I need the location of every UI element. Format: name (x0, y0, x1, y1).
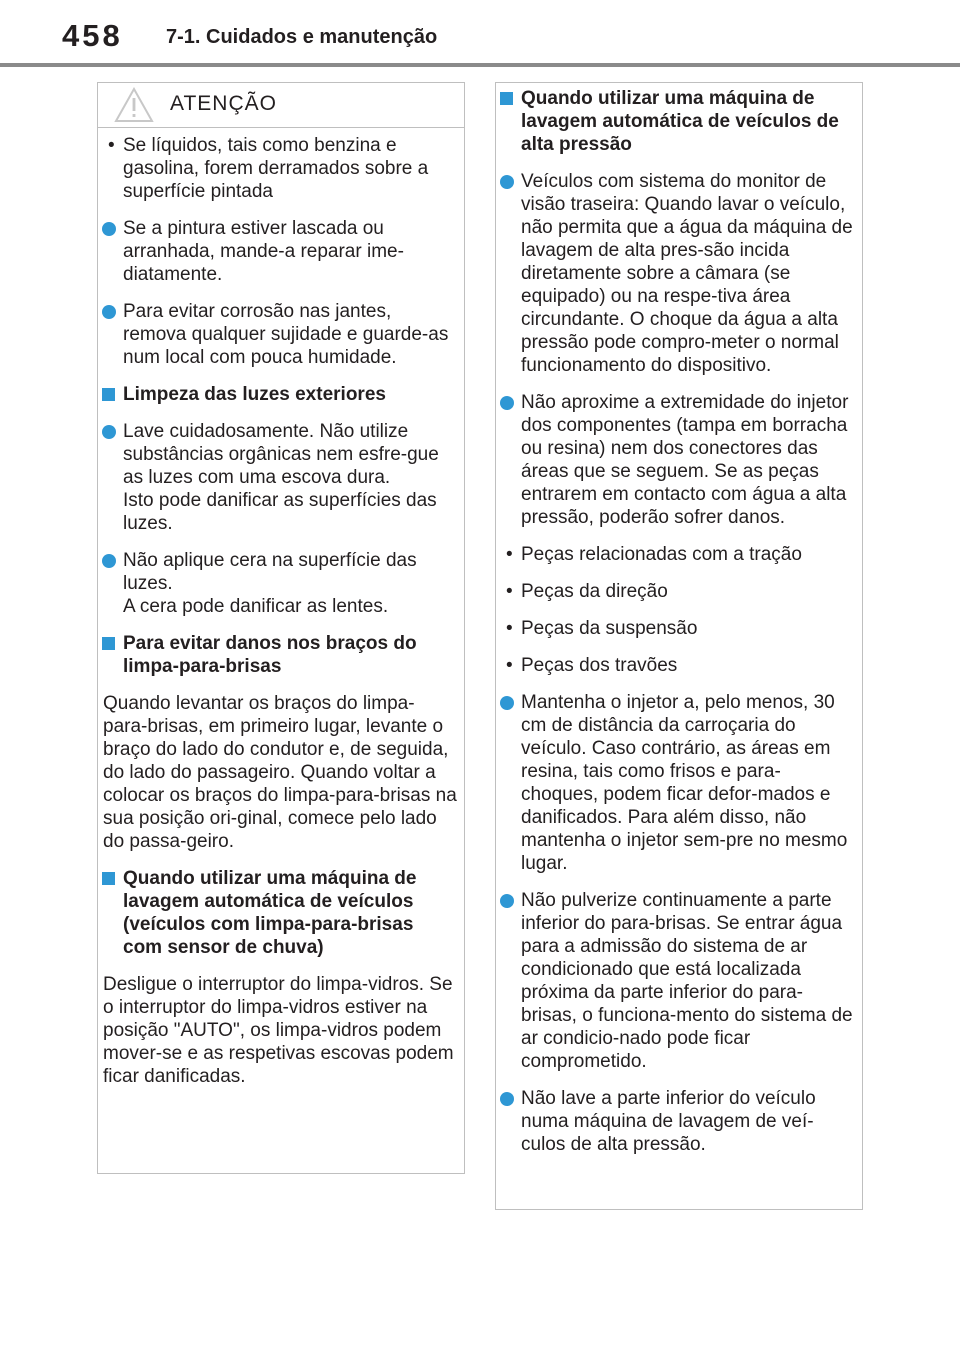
circle-bullet-icon (500, 175, 514, 189)
bullet-item (98, 134, 464, 203)
section-heading (98, 383, 464, 406)
item-text: Para evitar danos nos braços do limpa-para-brisas (123, 633, 417, 677)
page-number: 458 (62, 18, 123, 53)
circle-bullet-icon (102, 305, 116, 319)
item-text: Quando utilizar uma máquina de lavagem automática de veículos de alta pressão (521, 88, 839, 155)
warning-header (98, 83, 464, 128)
bullet-item (496, 654, 862, 677)
bullet-icon: • (506, 655, 513, 676)
item-text: Limpeza das luzes exteriores (123, 384, 386, 405)
warning-triangle-icon (114, 87, 154, 123)
bullet-item (496, 617, 862, 640)
item-text: Mantenha o injetor a, pelo menos, 30 cm de distância da carroçaria do veículo. Caso contrário, as áreas em resina, tais como frisos e para-choques, podem ficar defor-mados e danificados. Para além disso, não mantenha o injetor sem-pre no mesmo lugar. (521, 692, 848, 874)
circle-bullet-icon (500, 396, 514, 410)
warning-content (98, 128, 464, 1088)
paragraph: Quando levantar os braços do limpa-para-brisas, em primeiro lugar, levante o braço do lado do condutor e, de seguida, do lado do passageiro. Quando voltar a colocar os braços do limpa-para-brisas na sua posição ori-ginal, comece pelo lado do passa-geiro. (103, 693, 457, 852)
square-bullet-icon (102, 872, 115, 885)
item-text: Se líquidos, tais como benzina e gasolina, forem derramados sobre a superfície pintada (123, 135, 429, 202)
square-bullet-icon (102, 388, 115, 401)
item-text: Não lave a parte inferior do veículo numa máquina de lavagem de veí-culos de alta pressão. (521, 1088, 816, 1155)
header-rule (0, 63, 960, 67)
bullet-icon: • (108, 135, 115, 156)
circle-bullet-icon (500, 696, 514, 710)
circle-item (496, 1087, 862, 1156)
item-text: Peças relacionadas com a tração (521, 544, 802, 565)
item-text: Quando utilizar uma máquina de lavagem automática de veículos (veículos com limpa-para-brisas com sensor de chuva) (123, 868, 417, 958)
warning-title: ATENÇÃO (170, 92, 277, 115)
info-box (495, 82, 863, 1210)
item-text: Para evitar corrosão nas jantes, remova qualquer sujidade e guarde-as num local com pouca humidade. (123, 301, 449, 368)
circle-item (496, 391, 862, 529)
circle-item (98, 300, 464, 369)
square-bullet-icon (102, 637, 115, 650)
item-text: Peças dos travões (521, 655, 678, 676)
circle-bullet-icon (500, 894, 514, 908)
section-heading (98, 632, 464, 678)
circle-bullet-icon (102, 554, 116, 568)
bullet-item (496, 543, 862, 566)
square-bullet-icon (500, 92, 513, 105)
section-title: 7-1. Cuidados e manutenção (166, 26, 438, 48)
bullet-icon: • (506, 618, 513, 639)
page-header (0, 0, 960, 68)
item-text: Veículos com sistema do monitor de visão traseira: Quando lavar o veículo, não permita que a água da máquina de lavagem de alta pres-são incida diretamente sobre a câmara (se equipado) ou na respe-tiva área circundante. O choque da água a alta pressão pode compro-meter o normal funcionamento do dispositivo. (521, 171, 853, 376)
item-text: Não aproxime a extremidade do injetor dos componentes (tampa em borracha ou resina) nem dos conectores das áreas que se seguem. Se as peças entrarem em contacto com água a alta pressão, poderão sofrer danos. (521, 392, 849, 528)
circle-bullet-icon (102, 222, 116, 236)
circle-item (98, 420, 464, 535)
circle-item (98, 217, 464, 286)
circle-item (496, 691, 862, 875)
section-heading (98, 867, 464, 959)
circle-item (496, 170, 862, 377)
circle-item (98, 549, 464, 618)
circle-bullet-icon (102, 425, 116, 439)
warning-box (97, 82, 465, 1174)
item-text: Se a pintura estiver lascada ou arranhada, mande-a reparar ime-diatamente. (123, 218, 404, 285)
item-text: Peças da direção (521, 581, 668, 602)
item-text: Não pulverize continuamente a parte inferior do para-brisas. Se entrar água para a admissão do sistema de ar condicionado que está localizada próxima da parte inferior do para-brisas, o funciona-mento do sistema de ar condicio-nado pode ficar comprometido. (521, 890, 853, 1072)
circle-bullet-icon (500, 1092, 514, 1106)
item-text: Peças da suspensão (521, 618, 698, 639)
item-text: Lave cuidadosamente. Não utilize substâncias orgânicas nem esfre-gue as luzes com uma escova dura. Isto pode danificar as superfícies das luzes. (123, 421, 439, 534)
bullet-item (496, 580, 862, 603)
paragraph: Desligue o interruptor do limpa-vidros. Se o interruptor do limpa-vidros estiver na posição "AUTO", os limpa-vidros podem mover-se e as respetivas escovas podem ficar danificadas. (103, 974, 454, 1087)
item-text: Não aplique cera na superfície das luzes. A cera pode danificar as lentes. (123, 550, 417, 617)
bullet-icon: • (506, 581, 513, 602)
bullet-icon: • (506, 544, 513, 565)
circle-item (496, 889, 862, 1073)
section-heading (496, 87, 862, 156)
info-content (496, 83, 862, 1156)
